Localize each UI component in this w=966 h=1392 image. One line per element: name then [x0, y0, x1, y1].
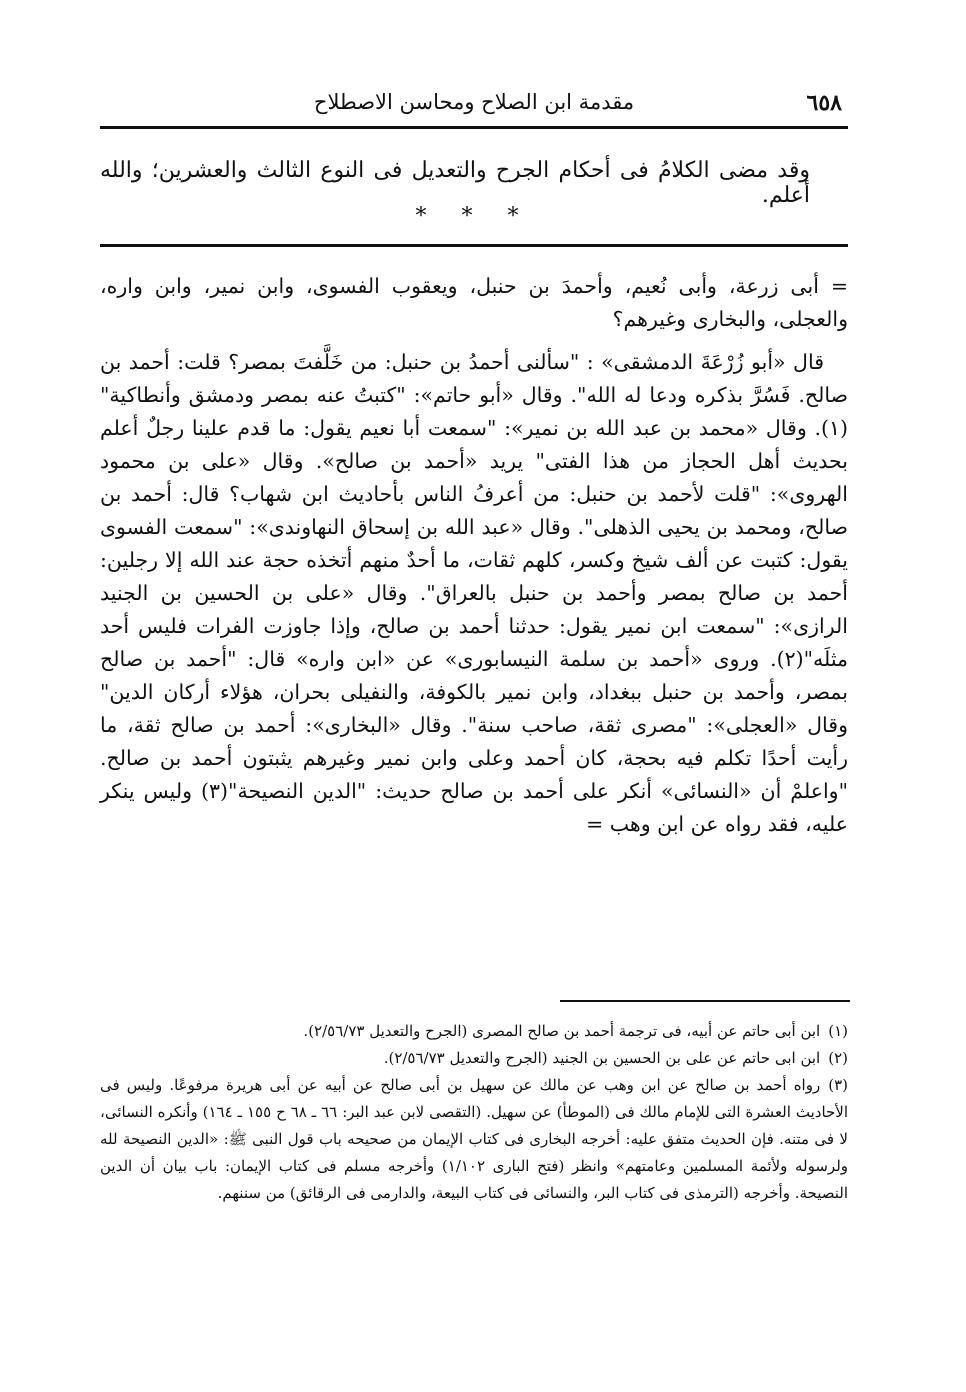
footnote-rule	[560, 1000, 850, 1002]
body-paragraph: قال «أبو زُرْعَةَ الدمشقى» : "سألنى أحمدُ بن حنبل: من خَلَّفتَ بمصر؟ قلت: أحمد بن صالح. فَسُرَّ بذكره ودعا له الله". وقال «أبو حاتم»: "كتبتُ عنه بمصر ودمشق وأنطاكية"(١). وقال «محمد بن عبد الله بن نمير»: "سمعت أبا نعيم يقول: ما قدم علينا رجلٌ أعلم بحديث أهل الحجاز من هذا الفتى" يريد «أحمد بن صالح». وقال «على بن محمود الهروى»: "قلت لأحمد بن حنبل: من أعرفُ الناس بأحاديث ابن شهاب؟ قال: أحمد بن صالح، ومحمد بن يحيى الذهلى". وقال «عبد الله بن إسحاق النهاوندى»: "سمعت الفسوى يقول: كتبت عن ألف شيخ وكسر، كلهم ثقات، ما أحدٌ منهم أتخذه حجة عند الله إلا رجلين: أحمد بن صالح بمصر وأحمد بن حنبل بالعراق". وقال «على بن الحسين بن الجنيد الرازى»: "سمعت ابن نمير يقول: حدثنا أحمد بن صالح، وإذا جاوزت الفرات فليس أحد مثلَه"(٢). وروى «أحمد بن سلمة النيسابورى» عن «ابن واره» قال: "أحمد بن صالح بمصر، وأحمد بن حنبل ببغداد، وابن نمير بالكوفة، والنفيلى بحران، هؤلاء أركان الدين" وقال «العجلى»: "مصرى ثقة، صاحب سنة". وقال «البخارى»: أحمد بن صالح ثقة، ما رأيت أحدًا تكلم فيه بحجة، كان أحمد وعلى وابن نمير وغيرهم يثبتون أحمد بن صالح. "واعلمْ أن «النسائى» أنكر على أحمد بن صالح حديث: "الدين النصيحة"(٣) وليس ينكر عليه، فقد رواه عن ابن وهب =	[100, 350, 848, 836]
footnote-number: (٢)	[828, 1049, 848, 1067]
running-title: مقدمة ابن الصلاح ومحاسن الاصطلاح	[313, 90, 635, 114]
header-rule	[100, 126, 848, 129]
page-number: ٦٥٨	[806, 90, 842, 116]
continued-paragraph: = أبى زرعة، وأبى نُعيم، وأحمدَ بن حنبل، ويعقوب الفسوى، وابن نمير، وابن واره، والعجلى، والبخارى وغيرهم؟	[100, 274, 848, 331]
section-separator: * * *	[415, 204, 533, 229]
footnote-text: ابن ابى حاتم عن على بن الحسين بن الجنيد (الجرح والتعديل ٢/٥٦/٧٣).	[383, 1049, 821, 1067]
footnote-text: رواه أحمد بن صالح عن ابن وهب عن مالك عن سهيل بن أبى صالح عن أبيه عن أبى هريرة مرفوعًا. وليس فى الأحاديث العشرة التى للإمام مالك فى (الموطأ) عن سهيل. (التقصى لابن عبد البر: ٦٦ ـ ٦٨ ح ١٥٥ ـ ١٦٤) وأنكره النسائى، لا فى متنه. فإن الحديث متفق عليه: أخرجه البخارى فى كتاب الإيمان من صحيحه باب قول النبى ﷺ: «الدين النصيحة لله ولرسوله ولأئمة المسلمين وعامتهم» وانظر (فتح البارى ١/١٠٢) وأخرجه مسلم فى كتاب الإيمان: باب بيان أن الدين النصيحة. وأخرجه (الترمذى فى كتاب البر، والنسائى فى كتاب البيعة، والدارمى فى الرقائق) من سننهم.	[100, 1076, 849, 1202]
footnote-3	[100, 1072, 848, 1207]
footnote-2	[100, 1045, 848, 1072]
footnote-number: (١)	[828, 1022, 848, 1040]
page-header	[100, 84, 848, 122]
section-rule	[100, 244, 848, 247]
footnote-1	[100, 1018, 848, 1045]
footnote-text: ابن أبى حاتم عن أبيه، فى ترجمة أحمد بن صالح المصرى (الجرح والتعديل ٢/٥٦/٧٣).	[303, 1022, 821, 1040]
main-text	[100, 270, 848, 841]
footnotes	[100, 1018, 848, 1207]
closing-sentence: وقد مضى الكلامُ فى أحكام الجرح والتعديل فى النوع الثالث والعشرين؛ والله أعلم.	[100, 158, 810, 208]
footnote-number: (٣)	[828, 1076, 848, 1094]
